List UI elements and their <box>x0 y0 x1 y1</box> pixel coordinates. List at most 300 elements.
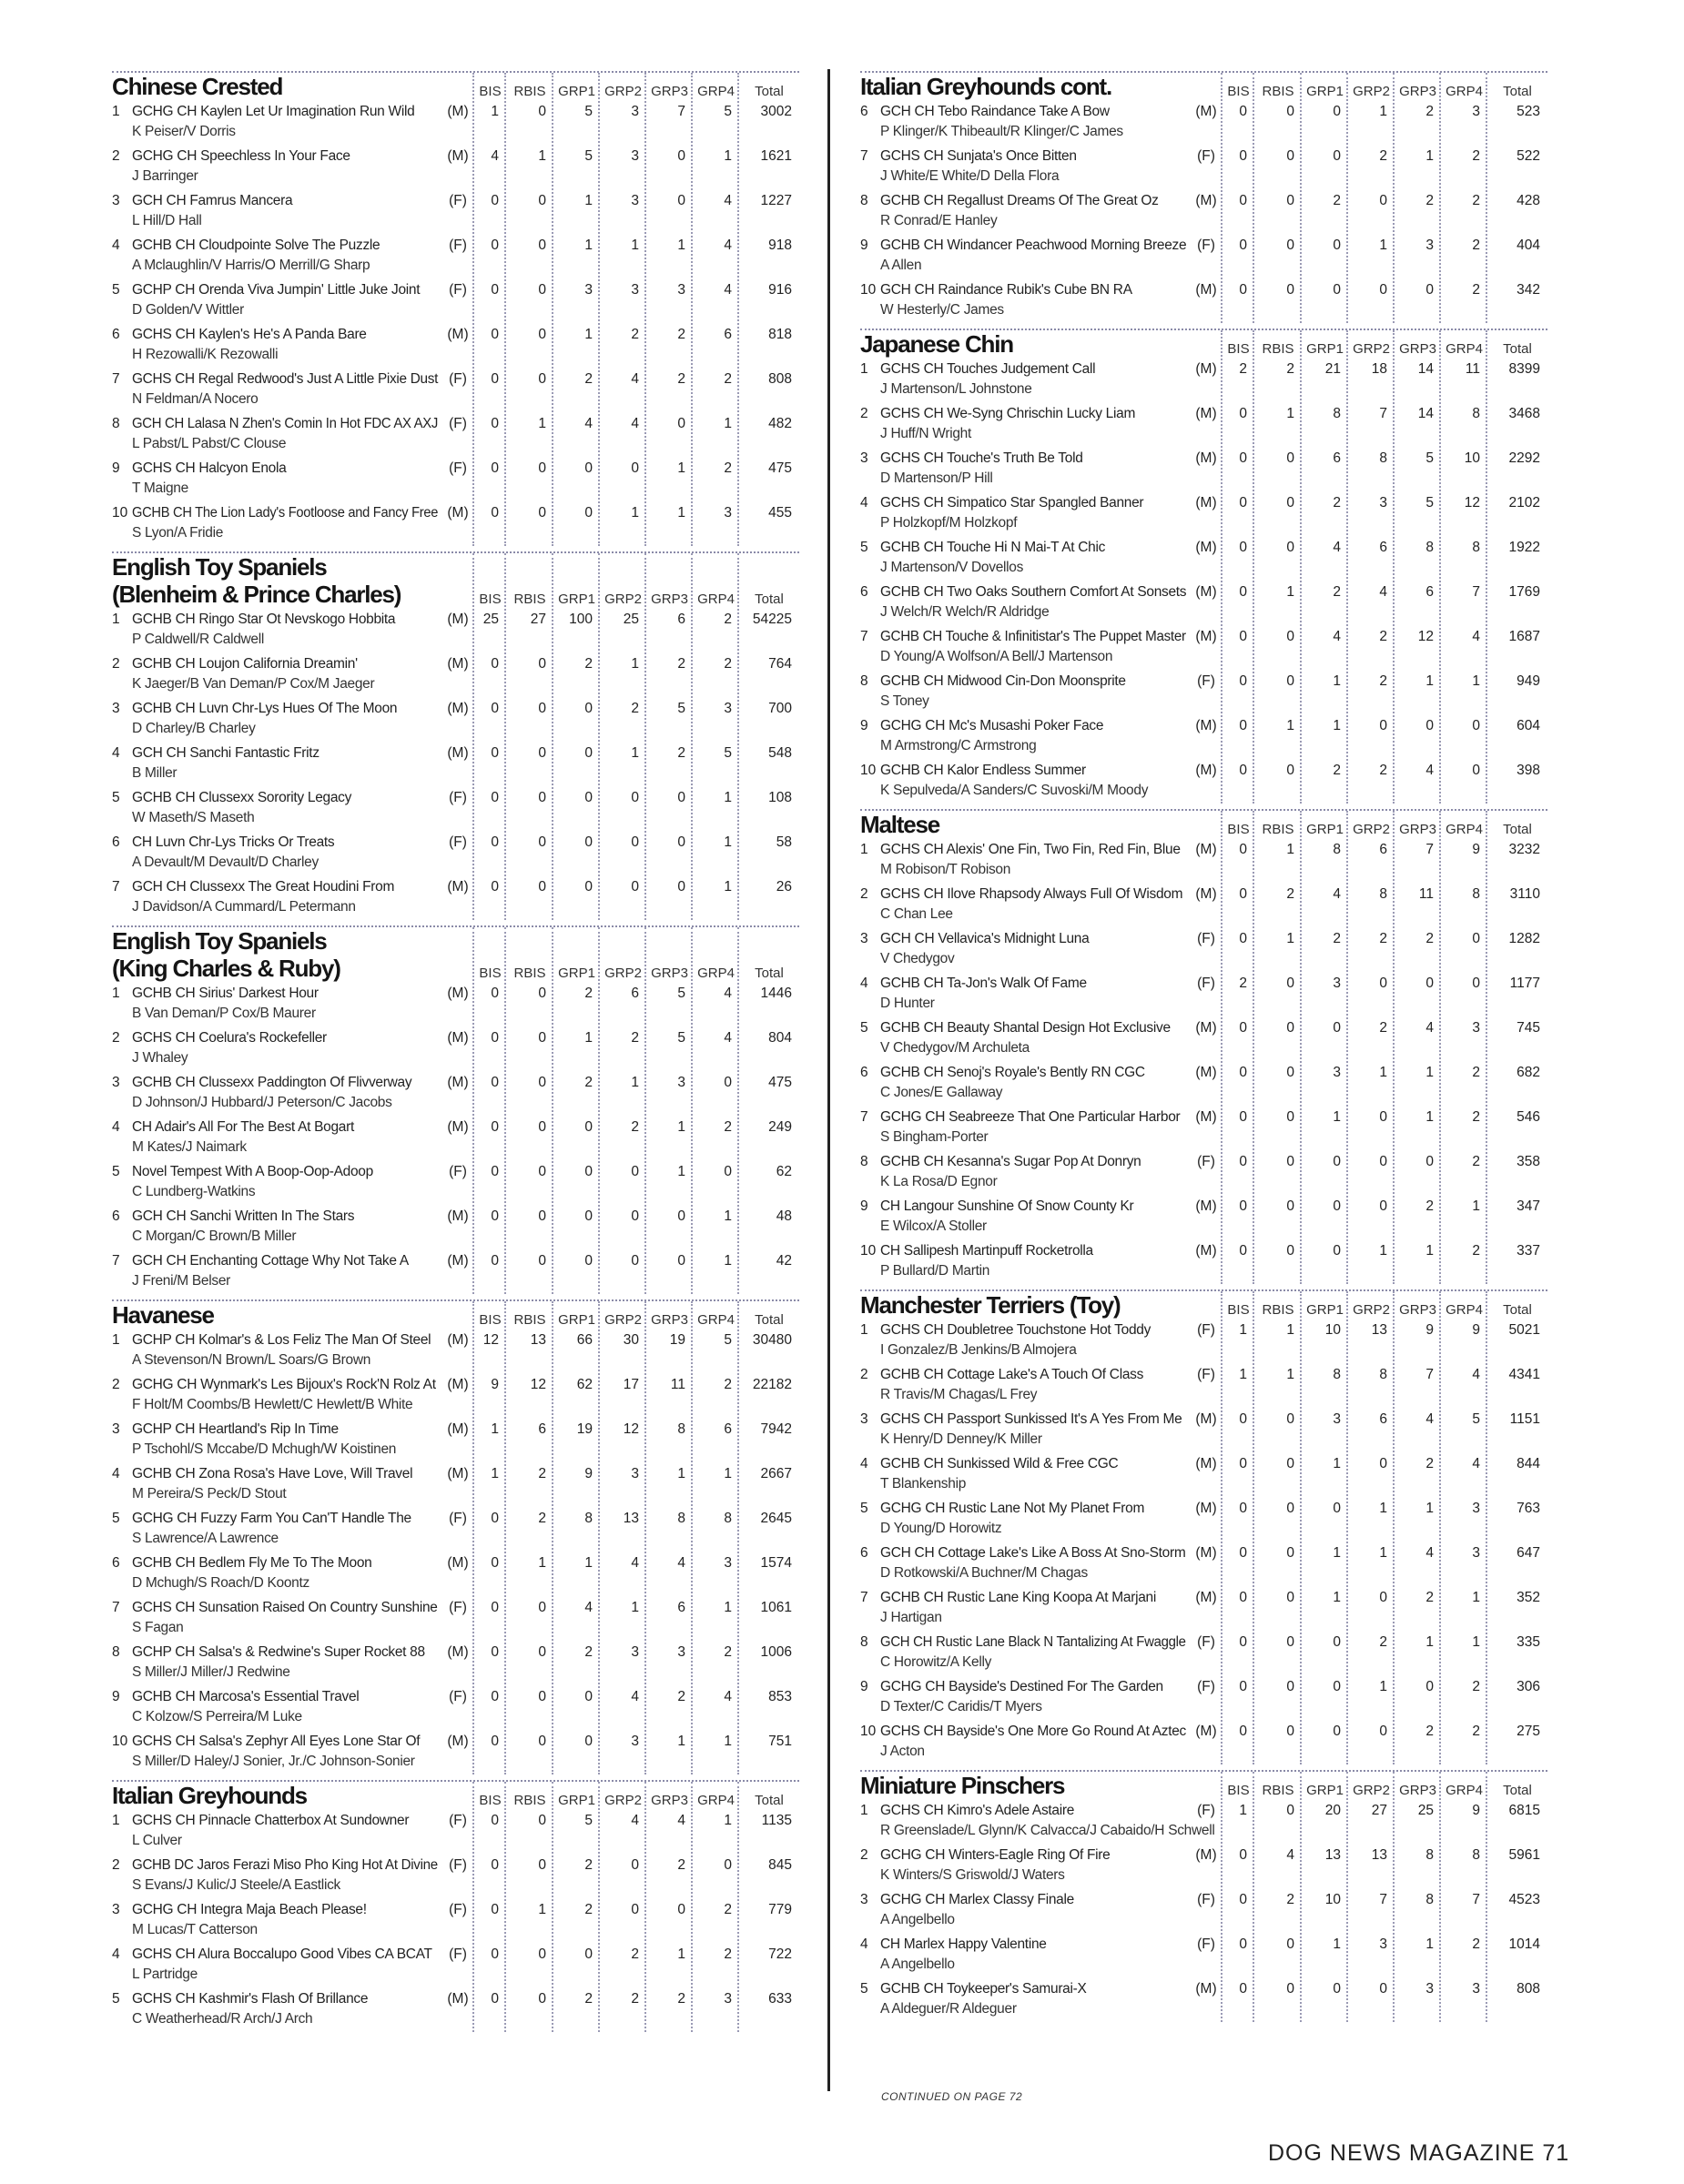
stat-grp2: 6 <box>631 986 639 1001</box>
dog-name: GCHB CH Cloudpointe Solve The Puzzle <box>132 238 380 253</box>
table-row <box>112 1898 799 1943</box>
stat-grp4: 0 <box>1472 976 1480 991</box>
owners: P Tschohl/S Mccabe/D Mchugh/W Koistinen <box>132 1441 397 1457</box>
column-separator <box>1439 1772 1441 2022</box>
stat-bis: 0 <box>1239 450 1247 466</box>
table-row <box>860 1720 1547 1764</box>
owners: J White/E White/D Della Flora <box>880 168 1060 184</box>
table-row <box>860 1452 1547 1497</box>
owners: L Culver <box>132 1833 182 1848</box>
rank-number: 6 <box>860 1545 868 1561</box>
stat-bis: 0 <box>491 790 499 805</box>
dog-name: GCHB CH Touche Hi N Mai-T At Chic <box>880 540 1106 555</box>
stat-total: 845 <box>768 1857 792 1873</box>
stat-grp3: 0 <box>1425 282 1434 298</box>
dog-name: GCHB CH Clussexx Paddington Of Flivverway <box>132 1075 412 1090</box>
sex: (M) <box>447 1555 469 1571</box>
stat-rbis: 0 <box>538 371 546 387</box>
stat-bis: 0 <box>1239 1590 1247 1605</box>
stat-cells <box>474 1421 799 1438</box>
stat-grp4: 8 <box>1472 886 1480 902</box>
breed-title: Miniature Pinschers <box>860 1772 1065 1799</box>
stat-grp3: 11 <box>670 1377 685 1392</box>
column-separator <box>472 73 474 546</box>
stat-grp2: 27 <box>1371 1803 1387 1818</box>
owners: J Hartigan <box>880 1610 942 1625</box>
sex: (M) <box>447 986 469 1001</box>
stat-rbis: 0 <box>538 1075 546 1090</box>
stat-grp1: 4 <box>1333 886 1341 902</box>
sex: (F) <box>1197 976 1215 991</box>
stat-rbis: 6 <box>538 1421 546 1437</box>
dog-name: GCHG CH Integra Maja Beach Please! <box>132 1902 367 1917</box>
owners: S Fagan <box>132 1620 184 1635</box>
stat-total: 745 <box>1517 1020 1540 1036</box>
stat-grp4: 10 <box>1464 450 1480 466</box>
table-row <box>112 608 799 652</box>
dog-name: CH Luvn Chr-Lys Tricks Or Treats <box>132 834 335 850</box>
rank-number: 6 <box>860 1065 868 1080</box>
stat-bis: 0 <box>491 1600 499 1615</box>
stat-total: 342 <box>1517 282 1540 298</box>
sex: (F) <box>449 1857 467 1873</box>
stat-cells <box>474 1030 799 1046</box>
stat-grp4: 0 <box>724 1857 732 1873</box>
stat-grp3: 1 <box>1425 1243 1434 1259</box>
stat-total: 5021 <box>1508 1322 1540 1338</box>
stat-grp1: 8 <box>1333 1367 1341 1382</box>
stat-total: 523 <box>1517 104 1540 119</box>
dog-name: GCHS CH Pinnacle Chatterbox At Sundowner <box>132 1813 410 1828</box>
owners: A Mclaughlin/V Harris/O Merrill/G Sharp <box>132 258 370 273</box>
stat-grp3: 6 <box>677 612 685 627</box>
stat-cells <box>1222 148 1547 165</box>
stat-grp3: 6 <box>1425 584 1434 600</box>
stat-total: 722 <box>768 1946 792 1962</box>
dog-name: GCHB CH Marcosa's Essential Travel <box>132 1689 360 1704</box>
stat-grp2: 0 <box>1379 1724 1387 1739</box>
sex: (F) <box>449 1600 467 1615</box>
owners: A Angelbello <box>880 1912 955 1927</box>
stat-grp4: 5 <box>724 1332 732 1348</box>
stat-bis: 0 <box>1239 1243 1247 1259</box>
stat-grp4: 4 <box>724 238 732 253</box>
stat-grp1: 1 <box>1333 1936 1341 1952</box>
stat-bis: 0 <box>1239 540 1247 555</box>
sex: (M) <box>1195 886 1217 902</box>
stat-grp3: 0 <box>677 416 685 431</box>
stat-grp2: 2 <box>1379 1634 1387 1650</box>
stat-grp4: 0 <box>1472 718 1480 733</box>
stat-total: 1151 <box>1509 1411 1540 1427</box>
stat-grp2: 2 <box>631 701 639 716</box>
stat-rbis: 1 <box>1286 584 1294 600</box>
sex: (M) <box>447 1332 469 1348</box>
stat-grp1: 2 <box>1333 763 1341 778</box>
rank-number: 10 <box>860 1724 877 1739</box>
stat-grp1: 0 <box>584 1946 593 1962</box>
sex: (M) <box>1195 540 1217 555</box>
breed-section <box>860 329 1547 804</box>
rank-number: 5 <box>860 1020 868 1036</box>
rank-number: 8 <box>860 673 868 689</box>
stat-bis: 0 <box>1239 886 1247 902</box>
table-row <box>112 1685 799 1730</box>
stat-grp1: 3 <box>1333 1411 1341 1427</box>
col-header-bis: BIS <box>1227 1302 1250 1318</box>
stat-grp4: 3 <box>1472 1501 1480 1516</box>
stat-grp2: 2 <box>631 327 639 342</box>
stat-grp2: 2 <box>1379 1020 1387 1036</box>
stat-rbis: 0 <box>1286 1634 1294 1650</box>
sex: (F) <box>1197 148 1215 164</box>
stat-bis: 0 <box>491 1644 499 1660</box>
stat-cells <box>474 238 799 254</box>
column-separator <box>1253 1291 1254 1764</box>
table-row <box>860 581 1547 625</box>
column-separator <box>1221 330 1222 804</box>
stat-grp3: 4 <box>677 1813 685 1828</box>
column-separator <box>1486 1772 1487 2022</box>
sex: (F) <box>449 1902 467 1917</box>
column-separator <box>598 1301 600 1774</box>
rank-number: 1 <box>860 361 868 377</box>
dog-name: GCHS CH Doubletree Touchstone Hot Toddy <box>880 1322 1151 1338</box>
sex: (M) <box>447 1075 469 1090</box>
sex: (M) <box>1195 1456 1217 1471</box>
column-separator <box>1439 330 1441 804</box>
table-row <box>860 234 1547 278</box>
table-row <box>860 1586 1547 1631</box>
stat-total: 1177 <box>1509 976 1540 991</box>
stat-grp2: 8 <box>1379 886 1387 902</box>
stat-rbis: 1 <box>1286 718 1294 733</box>
stat-grp3: 2 <box>677 1991 685 2007</box>
sex: (M) <box>1195 1109 1217 1125</box>
col-header-grp4: GRP4 <box>1446 341 1483 357</box>
owners: S Lyon/A Fridie <box>132 525 224 541</box>
table-row <box>860 145 1547 189</box>
column-header-row <box>1222 1302 1547 1319</box>
column-separator <box>1393 330 1395 804</box>
table-row <box>112 742 799 786</box>
stat-total: 1574 <box>760 1555 792 1571</box>
stat-grp2: 2 <box>1379 629 1387 644</box>
stat-grp2: 1 <box>631 238 639 253</box>
column-header-row <box>474 592 799 608</box>
sex: (M) <box>1195 361 1217 377</box>
stat-bis: 2 <box>1239 976 1247 991</box>
sex: (F) <box>1197 1803 1215 1818</box>
stat-total: 428 <box>1517 193 1540 208</box>
stat-rbis: 0 <box>1286 1020 1294 1036</box>
col-header-grp1: GRP1 <box>558 84 595 99</box>
stat-bis: 0 <box>1239 1198 1247 1214</box>
stat-grp4: 8 <box>724 1511 732 1526</box>
column-separator <box>598 1782 600 2032</box>
stat-bis: 0 <box>1239 1936 1247 1952</box>
col-header-bis: BIS <box>479 1793 502 1808</box>
stat-total: 482 <box>768 416 792 431</box>
stat-total: 818 <box>768 327 792 342</box>
stat-grp3: 11 <box>1418 886 1434 902</box>
column-separator <box>1300 811 1302 1284</box>
owners: D Mchugh/S Roach/D Koontz <box>132 1575 309 1591</box>
stat-grp3: 1 <box>1425 1109 1434 1125</box>
stat-bis: 1 <box>491 1421 499 1437</box>
rank-number: 2 <box>860 1847 868 1863</box>
stat-grp1: 1 <box>1333 1590 1341 1605</box>
sex: (F) <box>1197 238 1215 253</box>
breed-section <box>112 925 799 1294</box>
owners: D Rotkowski/A Buchner/M Chagas <box>880 1565 1088 1581</box>
stat-grp1: 0 <box>584 1689 593 1704</box>
stat-grp2: 0 <box>631 1902 639 1917</box>
owners: D Charley/B Charley <box>132 721 256 736</box>
stat-grp4: 4 <box>724 986 732 1001</box>
col-header-grp4: GRP4 <box>697 84 735 99</box>
col-header-grp1: GRP1 <box>1306 84 1344 99</box>
stat-grp2: 0 <box>1379 1198 1387 1214</box>
breed-title: Italian Greyhounds cont. <box>860 73 1112 100</box>
stat-cells <box>474 879 799 895</box>
table-row <box>112 1641 799 1685</box>
stat-grp1: 2 <box>584 1991 593 2007</box>
stat-rbis: 1 <box>538 1902 546 1917</box>
col-header-grp1: GRP1 <box>1306 822 1344 837</box>
stat-grp2: 3 <box>631 1644 639 1660</box>
stat-grp3: 8 <box>1425 1847 1434 1863</box>
col-header-bis: BIS <box>479 1312 502 1328</box>
column-separator <box>504 1301 506 1774</box>
stat-rbis: 0 <box>1286 1109 1294 1125</box>
table-row <box>112 1987 799 2032</box>
stat-grp3: 2 <box>677 1689 685 1704</box>
stat-rbis: 0 <box>538 701 546 716</box>
owners: A Aldeguer/R Aldeguer <box>880 2001 1017 2017</box>
stat-grp4: 5 <box>724 745 732 761</box>
col-header-grp4: GRP4 <box>697 1312 735 1328</box>
sex: (F) <box>449 416 467 431</box>
sex: (M) <box>1195 1065 1217 1080</box>
sex: (F) <box>449 790 467 805</box>
stat-grp4: 0 <box>724 1164 732 1179</box>
stat-grp3: 4 <box>1425 1411 1434 1427</box>
stat-grp1: 6 <box>1333 450 1341 466</box>
owners: C Jones/E Gallaway <box>880 1085 1003 1100</box>
col-header-rbis: RBIS <box>1262 341 1294 357</box>
stat-total: 42 <box>776 1253 792 1269</box>
stat-bis: 0 <box>491 745 499 761</box>
stat-cells <box>474 1119 799 1136</box>
stat-cells <box>1222 886 1547 903</box>
stat-grp2: 1 <box>631 505 639 521</box>
stat-grp3: 19 <box>669 1332 685 1348</box>
col-header-grp3: GRP3 <box>1399 822 1436 837</box>
sex: (F) <box>1197 673 1215 689</box>
stat-grp4: 12 <box>1464 495 1480 511</box>
dog-name: GCHP CH Kolmar's & Los Feliz The Man Of Steel <box>132 1332 431 1348</box>
owners: J Huff/N Wright <box>880 426 972 441</box>
dog-name: GCH CH Enchanting Cottage Why Not Take A <box>132 1253 409 1269</box>
col-header-grp1: GRP1 <box>558 592 595 607</box>
sex: (F) <box>1197 1154 1215 1169</box>
stat-bis: 0 <box>491 282 499 298</box>
stat-grp4: 1 <box>1472 673 1480 689</box>
column-separator <box>1253 1772 1254 2022</box>
stat-grp1: 2 <box>1333 193 1341 208</box>
stat-rbis: 0 <box>538 104 546 119</box>
stat-bis: 0 <box>1239 282 1247 298</box>
table-row <box>112 234 799 278</box>
owners: L Partridge <box>132 1967 198 1982</box>
column-separator <box>504 1782 506 2032</box>
stat-grp3: 1 <box>677 1119 685 1135</box>
stat-cells <box>1222 1154 1547 1170</box>
table-row <box>860 1239 1547 1284</box>
stat-rbis: 0 <box>538 460 546 476</box>
stat-grp4: 9 <box>1472 1322 1480 1338</box>
stat-bis: 1 <box>1239 1803 1247 1818</box>
stat-grp4: 3 <box>724 505 732 521</box>
stat-grp3: 4 <box>677 1555 685 1571</box>
rank-number: 2 <box>112 1857 120 1873</box>
stat-rbis: 0 <box>538 790 546 805</box>
stat-grp1: 2 <box>1333 495 1341 511</box>
stat-cells <box>474 416 799 432</box>
column-separator <box>552 927 553 1294</box>
table-row <box>112 1854 799 1898</box>
stat-total: 808 <box>768 371 792 387</box>
rank-number: 7 <box>860 1109 868 1125</box>
rank-number: 1 <box>112 1813 120 1828</box>
stat-grp4: 0 <box>1472 931 1480 946</box>
stat-bis: 0 <box>1239 495 1247 511</box>
stat-grp4: 2 <box>1472 193 1480 208</box>
stat-grp3: 0 <box>677 1208 685 1224</box>
stat-cells <box>1222 540 1547 556</box>
stat-grp2: 0 <box>1379 1154 1387 1169</box>
stat-rbis: 0 <box>1286 1154 1294 1169</box>
stat-grp2: 4 <box>631 1689 639 1704</box>
dog-name: CH Sallipesh Martinpuff Rocketrolla <box>880 1243 1093 1259</box>
rank-number: 1 <box>112 986 120 1001</box>
sex: (M) <box>1195 718 1217 733</box>
stat-cells <box>474 986 799 1002</box>
stat-cells <box>1222 450 1547 467</box>
col-header-total: Total <box>1503 822 1532 837</box>
sex: (F) <box>449 1813 467 1828</box>
stat-cells <box>1222 1501 1547 1517</box>
stat-grp3: 2 <box>677 656 685 672</box>
column-separator <box>1253 73 1254 323</box>
stat-grp3: 7 <box>1425 1367 1434 1382</box>
dog-name: GCHG CH Kaylen Let Ur Imagination Run Wild <box>132 104 415 119</box>
stat-rbis: 0 <box>1286 1679 1294 1694</box>
stat-cells <box>1222 1590 1547 1606</box>
stat-grp2: 13 <box>1371 1322 1387 1338</box>
stat-bis: 0 <box>1239 193 1247 208</box>
column-separator <box>1439 73 1441 323</box>
column-separator <box>1346 1291 1348 1764</box>
stat-total: 249 <box>768 1119 792 1135</box>
sex: (M) <box>447 1119 469 1135</box>
table-row <box>860 972 1547 1016</box>
stat-grp1: 2 <box>1333 931 1341 946</box>
col-header-grp3: GRP3 <box>1399 1302 1436 1318</box>
breed-title: Japanese Chin <box>860 330 1013 358</box>
stat-rbis: 0 <box>1286 1981 1294 1997</box>
stat-total: 455 <box>768 505 792 521</box>
rank-number: 8 <box>860 1634 868 1650</box>
stat-rbis: 0 <box>1286 629 1294 644</box>
stat-grp2: 2 <box>1379 673 1387 689</box>
stat-cells <box>474 371 799 388</box>
owners: S Bingham-Porter <box>880 1129 989 1145</box>
stat-grp1: 4 <box>1333 629 1341 644</box>
dog-name: GCHS CH Sunsation Raised On Country Sunshine <box>132 1600 438 1615</box>
sex: (M) <box>1195 842 1217 857</box>
stat-cells <box>474 1813 799 1829</box>
stat-grp1: 8 <box>1333 406 1341 421</box>
stat-total: 808 <box>1517 1981 1540 1997</box>
breed-section <box>112 551 799 920</box>
col-header-rbis: RBIS <box>1262 1783 1294 1798</box>
stat-grp1: 2 <box>584 1075 593 1090</box>
column-separator <box>1221 73 1222 323</box>
column-separator <box>1393 1772 1395 2022</box>
stat-grp2: 0 <box>631 834 639 850</box>
column-header-row <box>474 966 799 982</box>
stat-grp2: 0 <box>1379 1456 1387 1471</box>
owners: C Kolzow/S Perreira/M Luke <box>132 1709 302 1724</box>
stat-grp3: 2 <box>677 745 685 761</box>
column-separator <box>644 73 646 546</box>
breed-title: Manchester Terriers (Toy) <box>860 1291 1121 1319</box>
table-row <box>860 1799 1547 1844</box>
stat-cells <box>1222 282 1547 298</box>
breed-title: (Blenheim & Prince Charles) <box>112 581 401 608</box>
stat-grp1: 8 <box>1333 842 1341 857</box>
stat-grp2: 2 <box>631 1991 639 2007</box>
table-row <box>112 697 799 742</box>
stat-grp3: 2 <box>1425 193 1434 208</box>
table-row <box>860 883 1547 927</box>
rank-number: 6 <box>860 104 868 119</box>
stat-grp1: 2 <box>584 1644 593 1660</box>
dog-name: GCHG CH Rustic Lane Not My Planet From <box>880 1501 1145 1516</box>
owners: K Sepulveda/A Sanders/C Suvoski/M Moody <box>880 783 1149 798</box>
stat-grp4: 5 <box>1472 1411 1480 1427</box>
stat-grp2: 4 <box>631 416 639 431</box>
stat-grp4: 2 <box>1472 282 1480 298</box>
column-separator <box>1221 1772 1222 2022</box>
stat-cells <box>474 1734 799 1750</box>
column-separator <box>1486 330 1487 804</box>
col-header-grp3: GRP3 <box>651 966 688 981</box>
stat-grp1: 0 <box>1333 1679 1341 1694</box>
column-separator <box>644 1782 646 2032</box>
stat-grp1: 0 <box>1333 148 1341 164</box>
stat-grp1: 0 <box>584 790 593 805</box>
stat-total: 1687 <box>1508 629 1540 644</box>
stat-grp4: 2 <box>1472 1154 1480 1169</box>
col-header-grp4: GRP4 <box>1446 822 1483 837</box>
table-row <box>112 145 799 189</box>
table-row <box>860 1675 1547 1720</box>
stat-grp3: 12 <box>1417 629 1434 644</box>
stat-grp4: 1 <box>724 416 732 431</box>
